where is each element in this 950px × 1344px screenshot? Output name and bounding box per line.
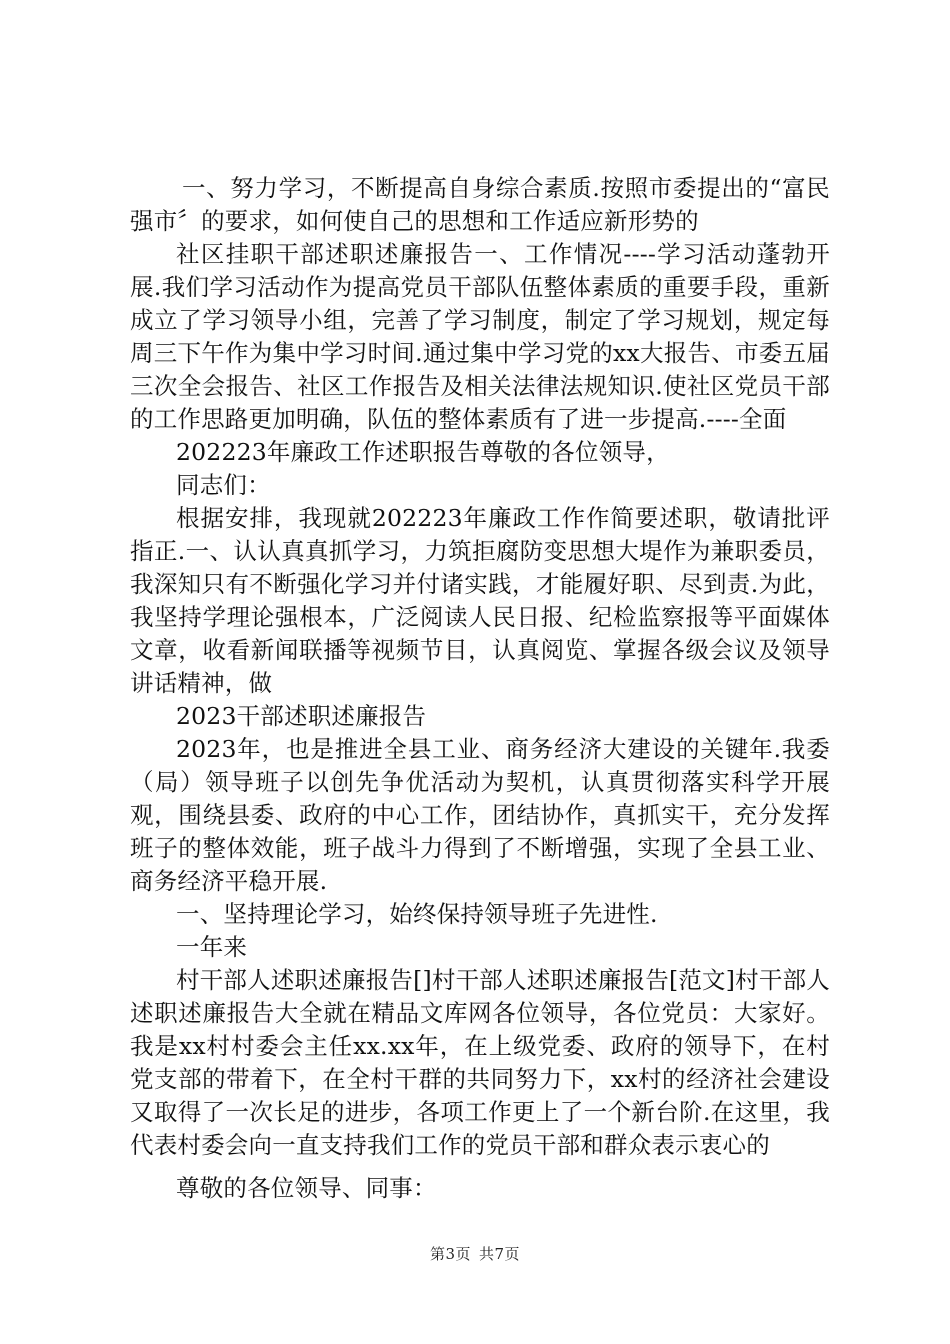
- paragraph-cadre-report-title: 2023干部述职述廉报告: [176, 702, 427, 730]
- paragraph-greeting: 同志们：: [176, 471, 271, 499]
- paragraph-integrity-body: 根据安排，我现就202223年廉政工作作简要述职，敬请批评指正.一、认认真真抓学习，力筑拒腐防变思想大堤作为兼职委员，我深知只有不断强化学习并付诸实践，才能履好职、尽到责.为此，我坚持学理论强根本，广泛阅读人民日报、纪检监察报等平面媒体文章，收看新闻联播等视频节目，认真阅览、掌握各级会议及领导讲话精神，做: [130, 504, 830, 697]
- document-body: [130, 172, 830, 1205]
- paragraph-county-economy: 2023年，也是推进全县工业、商务经济大建设的关键年.我委（局）领导班子以创先争优活动为契机，认真贯彻落实科学开展观，围绕县委、政府的中心工作，团结协作，真抓实干，充分发挥班子的整体效能，班子战斗力得到了不断增强，实现了全县工业、商务经济平稳开展.: [130, 735, 830, 895]
- paragraph-theory-study: 一、坚持理论学习，始终保持领导班子先进性.: [176, 900, 658, 928]
- page-footer: [0, 1244, 950, 1264]
- page-total: 共7页: [479, 1245, 521, 1263]
- paragraph-community-report: 社区挂职干部述职述廉报告一、工作情况----学习活动蓬勃开展.我们学习活动作为提高党员干部队伍整体素质的重要手段，重新成立了学习领导小组，完善了学习制度，制定了学习规划，规定每周三下午作为集中学习时间.通过集中学习党的xx大报告、市委五届三次全会报告、社区工作报告及相关法律法规知识.使社区党员干部的工作思路更加明确，队伍的整体素质有了进一步提高.----全面: [130, 240, 830, 433]
- paragraph-closing-greeting: 尊敬的各位领导、同事：: [176, 1174, 437, 1202]
- paragraph-past-year: 一年来: [176, 933, 248, 961]
- paragraph-integrity-report-title: 202223年廉政工作述职报告尊敬的各位领导，: [176, 438, 670, 466]
- paragraph-village-report: 村干部人述职述廉报告[]村干部人述职述廉报告[范文]村干部人述职述廉报告大全就在精品文库网各位领导，各位党员：大家好。我是xx村村委会主任xx.xx年，在上级党委、政府的领导下，在村党支部的带着下，在全村干群的共同努力下，xx村的经济社会建设又取得了一次长足的进步，各项工作更上了一个新台阶.在这里，我代表村委会向一直支持我们工作的党员干部和群众表示衷心的: [130, 966, 830, 1159]
- page-number: 第3页: [429, 1245, 471, 1263]
- paragraph-study-quality: 一、努力学习，不断提高自身综合素质.按照市委提出的“富民强市〞的要求，如何使自己的思想和工作适应新形势的: [130, 174, 830, 235]
